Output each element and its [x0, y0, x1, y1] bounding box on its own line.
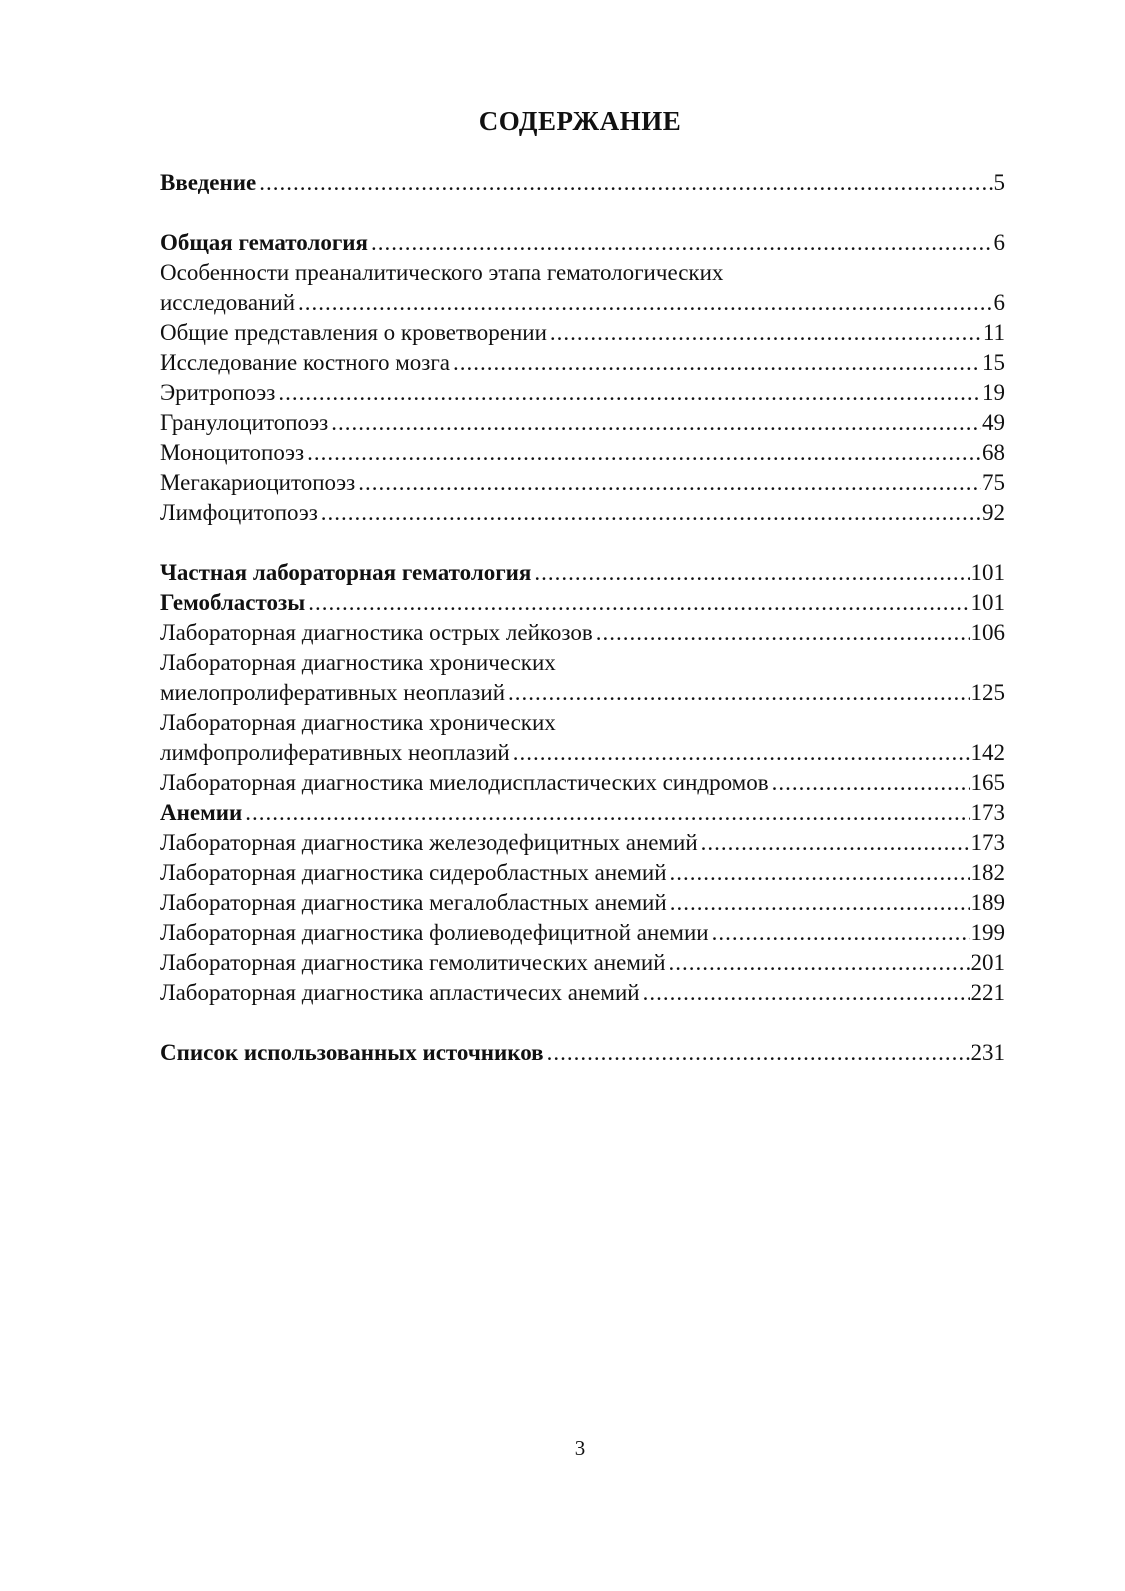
- dot-leader: [547, 1038, 970, 1068]
- toc-page-number: 11: [982, 320, 1005, 345]
- dot-leader: [670, 858, 970, 888]
- toc-page-number: 173: [970, 830, 1005, 855]
- toc-page-number: 199: [970, 920, 1005, 945]
- toc-entry-hemolytic[interactable]: [160, 948, 1005, 978]
- toc-entry-myeloprolif[interactable]: [160, 678, 1005, 708]
- toc-entry-acute-leukemia[interactable]: [160, 618, 1005, 648]
- dot-leader: [307, 438, 981, 468]
- toc-entry-anemias[interactable]: [160, 798, 1005, 828]
- toc-entry-erythropoiesis[interactable]: [160, 378, 1005, 408]
- toc-page-number: 165: [970, 770, 1005, 795]
- dot-leader: [596, 618, 970, 648]
- toc-entry-lymphocytopoiesis[interactable]: [160, 498, 1005, 528]
- toc-page-number: 201: [970, 950, 1005, 975]
- toc-entry-label: Мегакариоцитопоэз: [160, 470, 356, 495]
- section-gap: [160, 528, 1005, 558]
- toc-entry-label: миелопролиферативных неоплазий: [160, 680, 506, 705]
- dot-leader: [308, 588, 969, 618]
- toc-entry-specific[interactable]: [160, 558, 1005, 588]
- toc-entry-label: Гранулоцитопоэз: [160, 410, 329, 435]
- toc-entry-general[interactable]: [160, 228, 1005, 258]
- toc-entry-label: Общие представления о кроветворении: [160, 320, 547, 345]
- table-of-contents: [160, 168, 1005, 1068]
- dot-leader: [712, 918, 970, 948]
- toc-entry-megaloblastic[interactable]: [160, 888, 1005, 918]
- toc-entry-folate-deficiency[interactable]: [160, 918, 1005, 948]
- toc-entry-label: Введение: [160, 170, 257, 195]
- toc-page-number: 221: [970, 980, 1005, 1005]
- dot-leader: [245, 798, 969, 828]
- toc-entry-label: исследований: [160, 290, 296, 315]
- toc-entry-label: Список использованных источников: [160, 1040, 544, 1065]
- toc-entry-label: Исследование костного мозга: [160, 350, 450, 375]
- dot-leader: [358, 468, 981, 498]
- toc-entry-label: Анемии: [160, 800, 243, 825]
- toc-page-number: 125: [970, 680, 1005, 705]
- toc-page-number: 19: [982, 380, 1005, 405]
- toc-page-number: 182: [970, 860, 1005, 885]
- toc-entry-intro[interactable]: [160, 168, 1005, 198]
- toc-page-number: 101: [970, 590, 1005, 615]
- dot-leader: [643, 978, 970, 1008]
- dot-leader: [298, 288, 992, 318]
- toc-page-number: 15: [982, 350, 1005, 375]
- toc-entry-mds[interactable]: [160, 768, 1005, 798]
- toc-entry-lymphoprolif[interactable]: [160, 738, 1005, 768]
- toc-page-number: 6: [993, 230, 1005, 255]
- toc-entry-preanalytic[interactable]: [160, 288, 1005, 318]
- toc-entry-label: Лимфоцитопоэз: [160, 500, 318, 525]
- toc-entry-label: Лабораторная диагностика мегалобластных анемий: [160, 890, 667, 915]
- toc-entry-label: лимфопролиферативных неоплазий: [160, 740, 510, 765]
- toc-page-number: 142: [970, 740, 1005, 765]
- dot-leader: [772, 768, 970, 798]
- toc-page-number: 189: [970, 890, 1005, 915]
- toc-page-number: 75: [982, 470, 1005, 495]
- toc-entry-label: Лабораторная диагностика апластичесих анемий: [160, 980, 640, 1005]
- dot-leader: [534, 558, 969, 588]
- toc-entry-sideroblastic[interactable]: [160, 858, 1005, 888]
- toc-entry-label: Лабораторная диагностика сидеробластных анемий: [160, 860, 667, 885]
- dot-leader: [508, 678, 969, 708]
- toc-entry-monocytopoiesis[interactable]: [160, 438, 1005, 468]
- toc-entry-label: Лабораторная диагностика острых лейкозов: [160, 620, 593, 645]
- toc-page-number: 68: [982, 440, 1005, 465]
- dot-leader: [513, 738, 970, 768]
- toc-page-number: 5: [993, 170, 1005, 195]
- toc-entry-bone-marrow[interactable]: [160, 348, 1005, 378]
- dot-leader: [701, 828, 970, 858]
- toc-entry-label: Эритропоэз: [160, 380, 276, 405]
- toc-entry-hematopoiesis[interactable]: [160, 318, 1005, 348]
- dot-leader: [259, 168, 992, 198]
- dot-leader: [321, 498, 981, 528]
- dot-leader: [371, 228, 993, 258]
- dot-leader: [669, 948, 970, 978]
- section-gap: [160, 198, 1005, 228]
- toc-entry-aplastic[interactable]: [160, 978, 1005, 1008]
- page-number: 3: [574, 1436, 586, 1460]
- toc-entry-label: Общая гематология: [160, 230, 368, 255]
- toc-page-number: 6: [993, 290, 1005, 315]
- toc-entry-label: Лабораторная диагностика фолиеводефицитной анемии: [160, 920, 709, 945]
- toc-entry-preanalytic-line1[interactable]: Особенности преаналитического этапа гематологических: [160, 260, 724, 285]
- dot-leader: [278, 378, 981, 408]
- toc-entry-label: Лабораторная диагностика миелодиспластических синдромов: [160, 770, 769, 795]
- toc-page-number: 231: [970, 1040, 1005, 1065]
- toc-page-number: 106: [970, 620, 1005, 645]
- dot-leader: [453, 348, 981, 378]
- toc-entry-myeloprolif-line1[interactable]: Лабораторная диагностика хронических: [160, 650, 556, 675]
- toc-entry-megakaryocytopoiesis[interactable]: [160, 468, 1005, 498]
- dot-leader: [550, 318, 982, 348]
- toc-page-number: 92: [982, 500, 1005, 525]
- toc-entry-references[interactable]: [160, 1038, 1005, 1068]
- section-gap: [160, 1008, 1005, 1038]
- toc-entry-label: Лабораторная диагностика гемолитических анемий: [160, 950, 666, 975]
- toc-entry-iron-deficiency[interactable]: [160, 828, 1005, 858]
- toc-page-number: 101: [970, 560, 1005, 585]
- toc-entry-label: Гемобластозы: [160, 590, 306, 615]
- dot-leader: [331, 408, 981, 438]
- toc-entry-granulocytopoiesis[interactable]: [160, 408, 1005, 438]
- toc-entry-hemoblastoses[interactable]: [160, 588, 1005, 618]
- toc-entry-label: Моноцитопоэз: [160, 440, 305, 465]
- page-title: СОДЕРЖАНИЕ: [478, 106, 682, 136]
- toc-entry-label: Частная лабораторная гематология: [160, 560, 532, 585]
- toc-page-number: 173: [970, 800, 1005, 825]
- toc-entry-label: Лабораторная диагностика железодефицитных анемий: [160, 830, 698, 855]
- toc-entry-lymphoprolif-line1[interactable]: Лабораторная диагностика хронических: [160, 710, 556, 735]
- toc-page-number: 49: [982, 410, 1005, 435]
- dot-leader: [670, 888, 970, 918]
